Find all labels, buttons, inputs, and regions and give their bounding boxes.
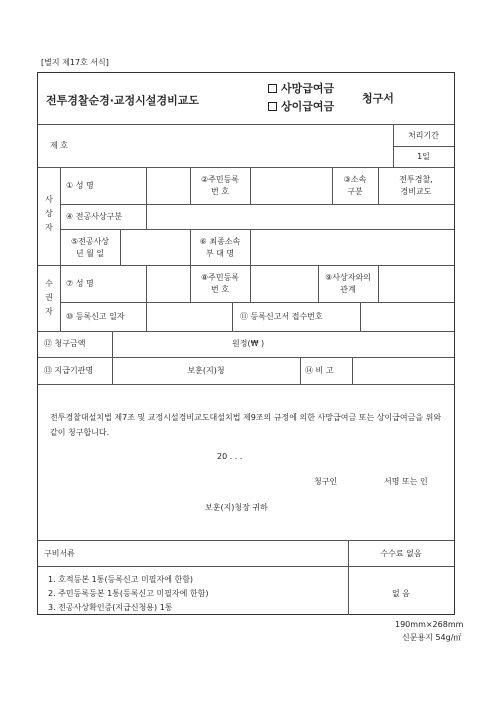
claimant-reg-date-label: ⑩ 등록신고 일자 bbox=[66, 312, 125, 321]
claimant-label: 청구인 bbox=[314, 477, 338, 486]
paper-size: 190mm×268mm bbox=[395, 620, 464, 629]
deceased-category-label: ④ 전공사상구분 bbox=[66, 212, 123, 221]
claimant-reg-number-label: ⑪ 등록신고서 접수번호 bbox=[240, 312, 323, 321]
deceased-name-label: ① 성 명 bbox=[66, 181, 94, 190]
claimant-relation-label: ⑨사상자와의 관계 bbox=[325, 273, 371, 294]
claim-date: 20 . . . bbox=[217, 452, 243, 461]
deceased-side-label: 사 상 자 bbox=[45, 195, 53, 232]
documents-label: 구비서류 bbox=[44, 549, 75, 558]
paper-type: 신문용지 54g/㎡ bbox=[402, 633, 462, 642]
claimant-side-label: 수 권 자 bbox=[45, 279, 53, 316]
deceased-rrn-label: ②주민등록 번 호 bbox=[200, 175, 240, 196]
fee-label: 수수료 없음 bbox=[380, 549, 422, 558]
deceased-affiliation-value: 전투경찰, 경비교도 bbox=[399, 175, 433, 196]
amount-value: 원정(₩ ) bbox=[232, 339, 265, 348]
form-title: 전투경찰순경·교정시설경비교도 bbox=[46, 94, 199, 107]
processing-label: 처리기간 bbox=[408, 131, 439, 140]
fee-value: 없 음 bbox=[392, 589, 410, 598]
form-code: [별지 제17호 서식] bbox=[41, 58, 109, 67]
document-item: 2. 주민등록등본 1통(등록신고 미필자에 한함) bbox=[48, 589, 209, 598]
claim-statement: 전투경찰대설치법 제7조 및 교정시설경비교도대설치법 제9조의 규정에 의한 사망급여금 또는 상이급여금을 위와 같이 청구합니다. bbox=[50, 413, 442, 437]
deceased-date-label: ⑤전공사상 년 월 일 bbox=[70, 237, 110, 258]
claimant-rrn-label: ⑧주민등록 번 호 bbox=[200, 273, 240, 294]
remarks-label: ⑭ 비 고 bbox=[305, 366, 334, 375]
addressee: 보훈(지)청장 귀하 bbox=[205, 503, 268, 512]
checkbox-icon[interactable] bbox=[268, 102, 277, 111]
deceased-unit-label: ⑥ 최종소속 부 대 명 bbox=[199, 237, 241, 258]
signature-label: 서명 또는 인 bbox=[384, 477, 428, 486]
processing-value: 1일 bbox=[417, 152, 430, 161]
payment-label: ⑬ 지급기관명 bbox=[44, 366, 94, 375]
option-injury-benefit[interactable]: 상이급여금 bbox=[268, 100, 334, 114]
document-item: 1. 호적등본 1통(등록신고 미필자에 한함) bbox=[48, 575, 194, 584]
checkbox-icon[interactable] bbox=[268, 84, 277, 93]
payment-value: 보훈(지)청 bbox=[187, 366, 225, 375]
claim-label: 청구서 bbox=[362, 92, 394, 105]
deceased-affiliation-label: ③소속 구분 bbox=[343, 175, 367, 196]
claimant-name-label: ⑦ 성 명 bbox=[66, 279, 94, 288]
amount-label: ⑫ 청구금액 bbox=[44, 339, 86, 348]
option-death-benefit[interactable]: 사망급여금 bbox=[268, 82, 334, 96]
number-label: 제 호 bbox=[50, 141, 68, 150]
document-item: 3. 전공사상확인증(지급신청용) 1통 bbox=[48, 603, 173, 612]
